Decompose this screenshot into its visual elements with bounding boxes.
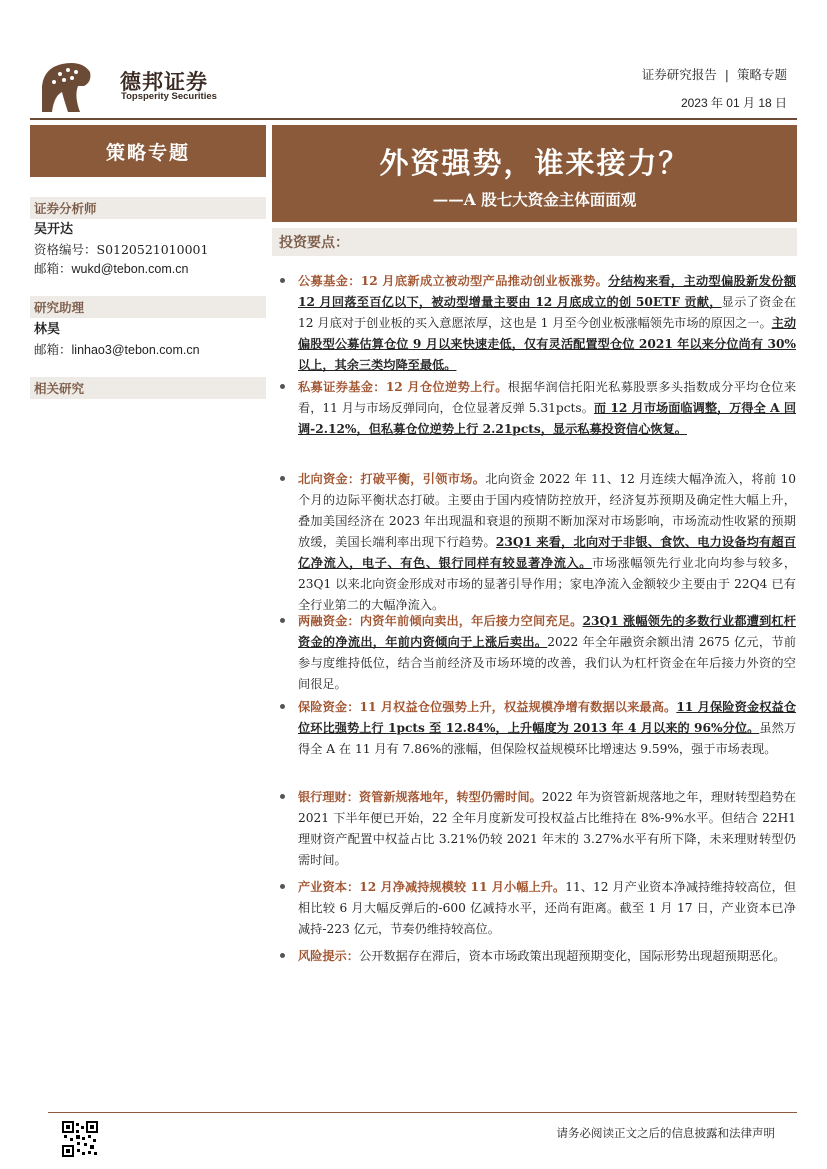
page-title: 外资强势，谁来接力？	[379, 146, 690, 180]
footer-disclaimer: 请务必阅读正文之后的信息披露和法律声明	[556, 1126, 775, 1140]
report-type-line	[642, 65, 787, 83]
page-subtitle: ——A 股七大资金主体面面观	[432, 190, 637, 209]
bullet-dot-icon	[280, 794, 285, 799]
key-point-private-funds: 私募证券基金：12 月仓位逆势上行。根据华润信托阳光私募股票多头指数成分平均仓位来看，11 月与市场反弹同向，仓位显著反弹 5.31pcts。而 12 月市场面临调整，万得全 A 回调-2.12%，但私募仓位逆势上行 2.21pcts，显示私募投资信心恢复。	[274, 377, 796, 440]
key-point-bank-wealth: 银行理财：资管新规落地年，转型仍需时间。2022 年为资管新规落地之年，理财转型趋势在 2021 下半年便已开始，22 全年月度新发可投权益占比维持在 8%-9%水平。但结合 22H1 理财资产配置中权益占比 3.21%仍较 2021 年末的 3.27%水平有所下降，未来理财转型仍需时间。	[274, 787, 796, 871]
analyst-cert: 资格编号：S0120521010001	[34, 242, 209, 257]
key-point-industrial-capital: 产业资本：12 月净减持规模较 11 月小幅上升。11、12 月产业资本净减持维持较高位，但相比较 6 月大幅反弹后的-600 亿减持水平，还尚有距离。截至 1 月 17 日，产业资本已净减持-223 亿元，节奏仍维持较高位。	[274, 877, 796, 940]
analyst-heading: 证券分析师	[30, 197, 266, 219]
report-category: 策略专题	[736, 67, 787, 82]
header-separator: |	[724, 67, 729, 82]
bullet-dot-icon	[280, 476, 285, 481]
analyst-email-label: 邮箱：	[34, 261, 72, 276]
assistant-email-line	[34, 340, 200, 360]
assistant-heading: 研究助理	[30, 296, 266, 318]
report-date: 2023 年 01 月 18 日	[680, 96, 787, 110]
analyst-email-line	[34, 259, 188, 279]
assistant-email[interactable]: linhao3@tebon.com.cn	[71, 343, 200, 357]
title-banner	[272, 125, 797, 222]
bullet-dot-icon	[280, 953, 285, 958]
qr-code-icon[interactable]	[62, 1121, 98, 1157]
bullet-dot-icon	[280, 618, 285, 623]
assistant-email-label: 邮箱：	[34, 342, 72, 357]
related-heading: 相关研究	[30, 377, 266, 399]
company-name-cn: 德邦证券	[120, 70, 208, 94]
bullet-dot-icon	[280, 884, 285, 889]
section-label: 策略专题	[30, 125, 266, 177]
key-point-risk: 风险提示：公开数据存在滞后，资本市场政策出现超预期变化，国际形势出现超预期恶化。	[274, 946, 796, 967]
footer-divider	[48, 1112, 797, 1113]
report-type: 证券研究报告	[641, 67, 717, 82]
key-point-margin: 两融资金：内资年前倾向卖出，年后接力空间充足。23Q1 涨幅领先的多数行业都遭到杠杆资金的净流出，年前内资倾向于上涨后卖出。2022 年全年融资余额出清 2675 亿元，节前参与度维持低位，结合当前经济及市场环境的改善，我们认为杠杆资金在年后接力外资的空间很足。	[274, 611, 796, 695]
key-points-heading: 投资要点：	[272, 228, 797, 256]
bullet-dot-icon	[280, 384, 285, 389]
company-name-en: Topsperity Securities	[121, 91, 217, 102]
key-point-public-funds: 公募基金：12 月底新成立被动型产品推动创业板涨势。分结构来看，主动型偏股新发份额 12 月回落至百亿以下，被动型增量主要由 12 月底成立的创 50ETF 贡献，显示了资金在 12 月底对于创业板的买入意愿浓厚，这也是 1 月至今创业板涨幅领先市场的原因之一。主动偏股型公募估算仓位 9 月以来快速走低，仅有灵活配置型仓位 2021 年以来分位尚有 30%以上，其余三类均降至最低。	[274, 271, 796, 376]
key-point-northbound: 北向资金：打破平衡，引领市场。北向资金 2022 年 11、12 月连续大幅净流入，将前 10 个月的边际平衡状态打破。主要由于国内疫情防控放开，经济复苏预期及确定性大幅上升，叠加美国经济在 2023 年出现温和衰退的预期不断加深对市场影响，市场流动性收紧的预期放缓，美国长端利率出现下行趋势。23Q1 来看，北向对于非银、食饮、电力设备均有超百亿净流入，电子、有色、银行同样有较显著净流入。市场涨幅领先行业北向均参与较多，23Q1 以来北向资金形成对市场的显著引导作用；家电净流入金额较少主要由于 22Q4 已有全行业第二的大幅净流入。	[274, 469, 796, 616]
header-divider	[30, 118, 797, 120]
analyst-email[interactable]: wukd@tebon.com.cn	[71, 262, 189, 276]
bullet-dot-icon	[280, 278, 285, 283]
analyst-name: 吴开达	[34, 222, 74, 237]
assistant-name: 林昊	[34, 322, 61, 337]
key-point-insurance: 保险资金：11 月权益仓位强势上升，权益规模净增有数据以来最高。11 月保险资金权益仓位环比强势上行 1pcts 至 12.84%，上升幅度为 2013 年 4 月以来的 96%分位。虽然万得全 A 在 11 月有 7.86%的涨幅，但保险权益规模环比增速达 9.59%，强于市场表现。	[274, 697, 796, 760]
company-logo-icon	[38, 56, 94, 116]
bullet-dot-icon	[280, 704, 285, 709]
